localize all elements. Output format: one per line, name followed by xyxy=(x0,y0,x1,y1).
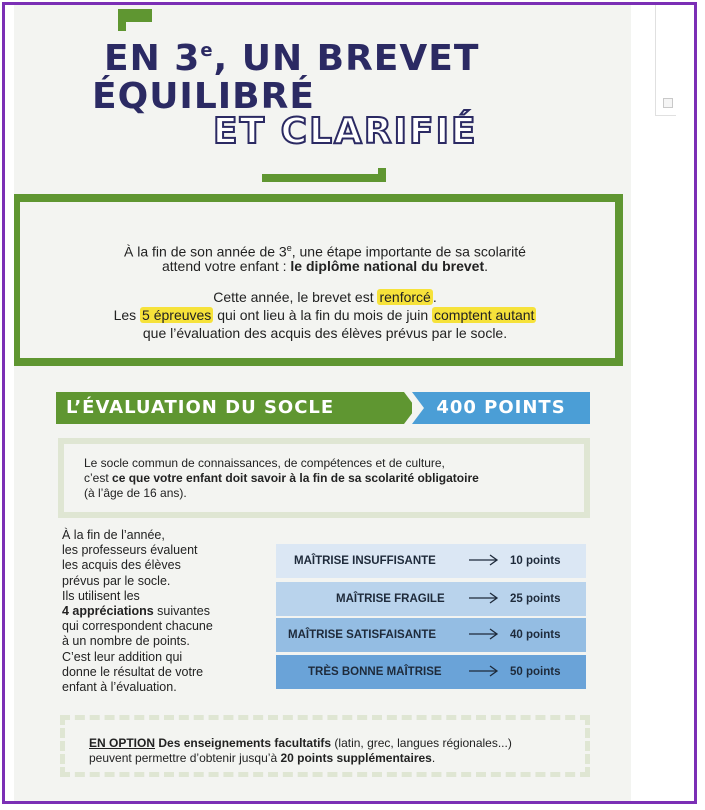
title-line-2: ÉQUILIBRÉ xyxy=(92,76,315,117)
intro-line-2: attend votre enfant : le diplôme national du brevet. xyxy=(161,258,488,274)
intro-line-3: Cette année, le brevet est renforcé . xyxy=(213,289,437,305)
banner-evaluation-socle: L’ÉVALUATION DU SOCLE xyxy=(56,392,404,424)
level-label: TRÈS BONNE MAÎTRISE xyxy=(308,666,442,678)
evaluation-explanation: À la fin de l’année, les professeurs évaluent les acquis des élèves prévus par le socle. Ils utilisent les 4 appréciations suivantes qui correspondent chacune à un nombre de points. C’est leur addition qui donne le résultat de votre enfant à l’évaluation. xyxy=(62,528,213,695)
level-label: MAÎTRISE SATISFAISANTE xyxy=(288,629,437,641)
banner-notch xyxy=(412,392,424,424)
level-row-fragile xyxy=(276,582,586,616)
resize-handle[interactable] xyxy=(663,98,673,108)
level-row-insuffisante xyxy=(276,544,586,578)
highlight-5-epreuves: 5 épreuves xyxy=(142,307,212,323)
arrow-right-icon xyxy=(469,553,499,567)
option-box xyxy=(60,715,590,777)
level-points: 25 points xyxy=(510,593,561,605)
level-points: 50 points xyxy=(510,666,561,678)
option-line-1: EN OPTION Des enseignements facultatifs (latin, grec, langues régionales...) xyxy=(89,736,512,750)
level-row-satisfaisante xyxy=(276,618,586,652)
intro-line-1: À la fin de son année de 3e, une étape importante de sa scolarité xyxy=(124,243,526,260)
socle-line-1: Le socle commun de connaissances, de compétences et de culture, xyxy=(84,456,445,470)
level-row-tres-bonne xyxy=(276,655,586,689)
socle-line-3: (à l’âge de 16 ans). xyxy=(84,486,187,500)
level-label: MAÎTRISE INSUFFISANTE xyxy=(294,555,436,567)
arrow-right-icon xyxy=(469,664,499,678)
level-points: 40 points xyxy=(510,629,561,641)
intro-box xyxy=(14,194,623,366)
level-label: MAÎTRISE FRAGILE xyxy=(336,593,445,605)
socle-line-2: c’est ce que votre enfant doit savoir à la fin de sa scolarité obligatoire xyxy=(84,471,479,485)
highlight-renforce: renforcé xyxy=(379,289,431,305)
title-line-1: EN 3e, UN BREVET xyxy=(104,38,480,79)
top-green-bracket-tail xyxy=(118,9,126,31)
socle-definition-box xyxy=(58,438,590,518)
green-connector-vertical xyxy=(378,168,386,182)
option-line-2: peuvent permettre d’obtenir jusqu’à 20 points supplémentaires. xyxy=(89,751,436,765)
highlight-comptent-autant: comptent autant xyxy=(434,307,535,323)
intro-line-5: que l’évaluation des acquis des élèves prévus par le socle. xyxy=(142,325,508,341)
banner-400-points: 400 POINTS xyxy=(412,392,590,424)
intro-line-4: Les 5 épreuves qui ont lieu à la fin du mois de juin comptent autant xyxy=(113,307,535,323)
title-line-3: ET CLARIFIÉ xyxy=(213,111,478,152)
level-points: 10 points xyxy=(510,555,561,567)
arrow-right-icon xyxy=(469,627,499,641)
arrow-right-icon xyxy=(469,591,499,605)
green-connector-horizontal xyxy=(262,174,386,182)
